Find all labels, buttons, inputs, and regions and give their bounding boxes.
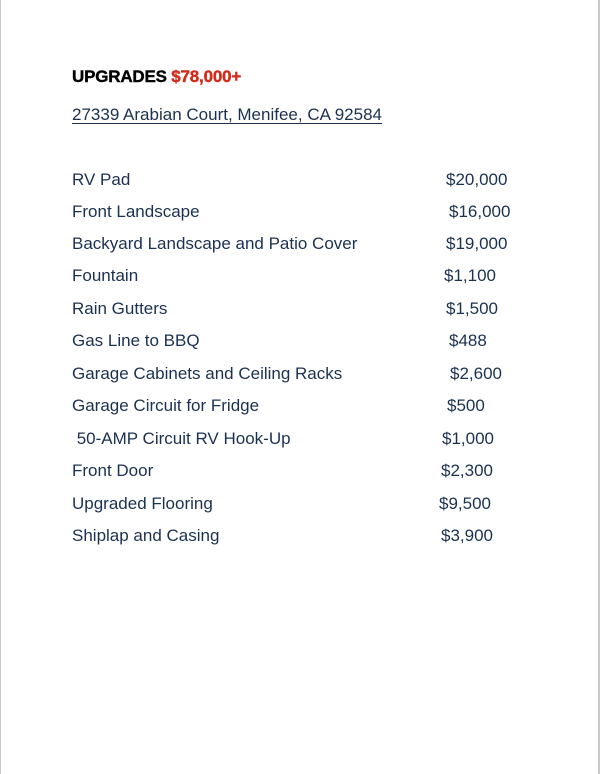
- item-label: Backyard Landscape and Patio Cover: [72, 234, 358, 253]
- list-item: [1, 494, 600, 518]
- item-label: Front Door: [72, 461, 154, 480]
- item-amount: $2,300: [441, 461, 493, 480]
- item-label: Upgraded Flooring: [72, 494, 213, 513]
- list-item: [1, 331, 600, 355]
- item-label: Rain Gutters: [72, 299, 168, 318]
- item-amount: $1,000: [442, 429, 494, 448]
- item-label: Gas Line to BBQ: [72, 331, 200, 350]
- list-item: [1, 202, 600, 226]
- item-label: Fountain: [72, 266, 139, 285]
- item-label: 50-AMP Circuit RV Hook-Up: [72, 429, 291, 448]
- list-item: [1, 299, 600, 323]
- item-amount: $19,000: [446, 234, 508, 253]
- list-item: [1, 396, 600, 420]
- title-total: $78,000+: [171, 67, 242, 86]
- list-item: [1, 526, 600, 550]
- list-item: [1, 364, 600, 388]
- list-item: [1, 234, 600, 258]
- item-amount: $16,000: [449, 202, 511, 221]
- item-label: Garage Cabinets and Ceiling Racks: [72, 364, 343, 383]
- item-amount: $1,500: [446, 299, 498, 318]
- item-amount: $1,100: [444, 266, 496, 285]
- title-label: UPGRADES: [72, 67, 167, 86]
- item-label: Garage Circuit for Fridge: [72, 396, 260, 415]
- item-amount: $20,000: [446, 170, 508, 189]
- item-amount: $2,600: [450, 364, 502, 383]
- item-amount: $488: [449, 331, 487, 350]
- item-label: RV Pad: [72, 170, 131, 189]
- item-amount: $500: [447, 396, 485, 415]
- item-label: Shiplap and Casing: [72, 526, 220, 545]
- property-address: 27339 Arabian Court, Menifee, CA 92584: [72, 105, 382, 124]
- item-amount: $9,500: [439, 494, 491, 513]
- list-item: [1, 266, 600, 290]
- item-amount: $3,900: [441, 526, 493, 545]
- list-item: [1, 170, 600, 194]
- list-item: [1, 429, 600, 453]
- item-label: Front Landscape: [72, 202, 200, 221]
- list-item: [1, 461, 600, 485]
- page-title: [72, 67, 241, 87]
